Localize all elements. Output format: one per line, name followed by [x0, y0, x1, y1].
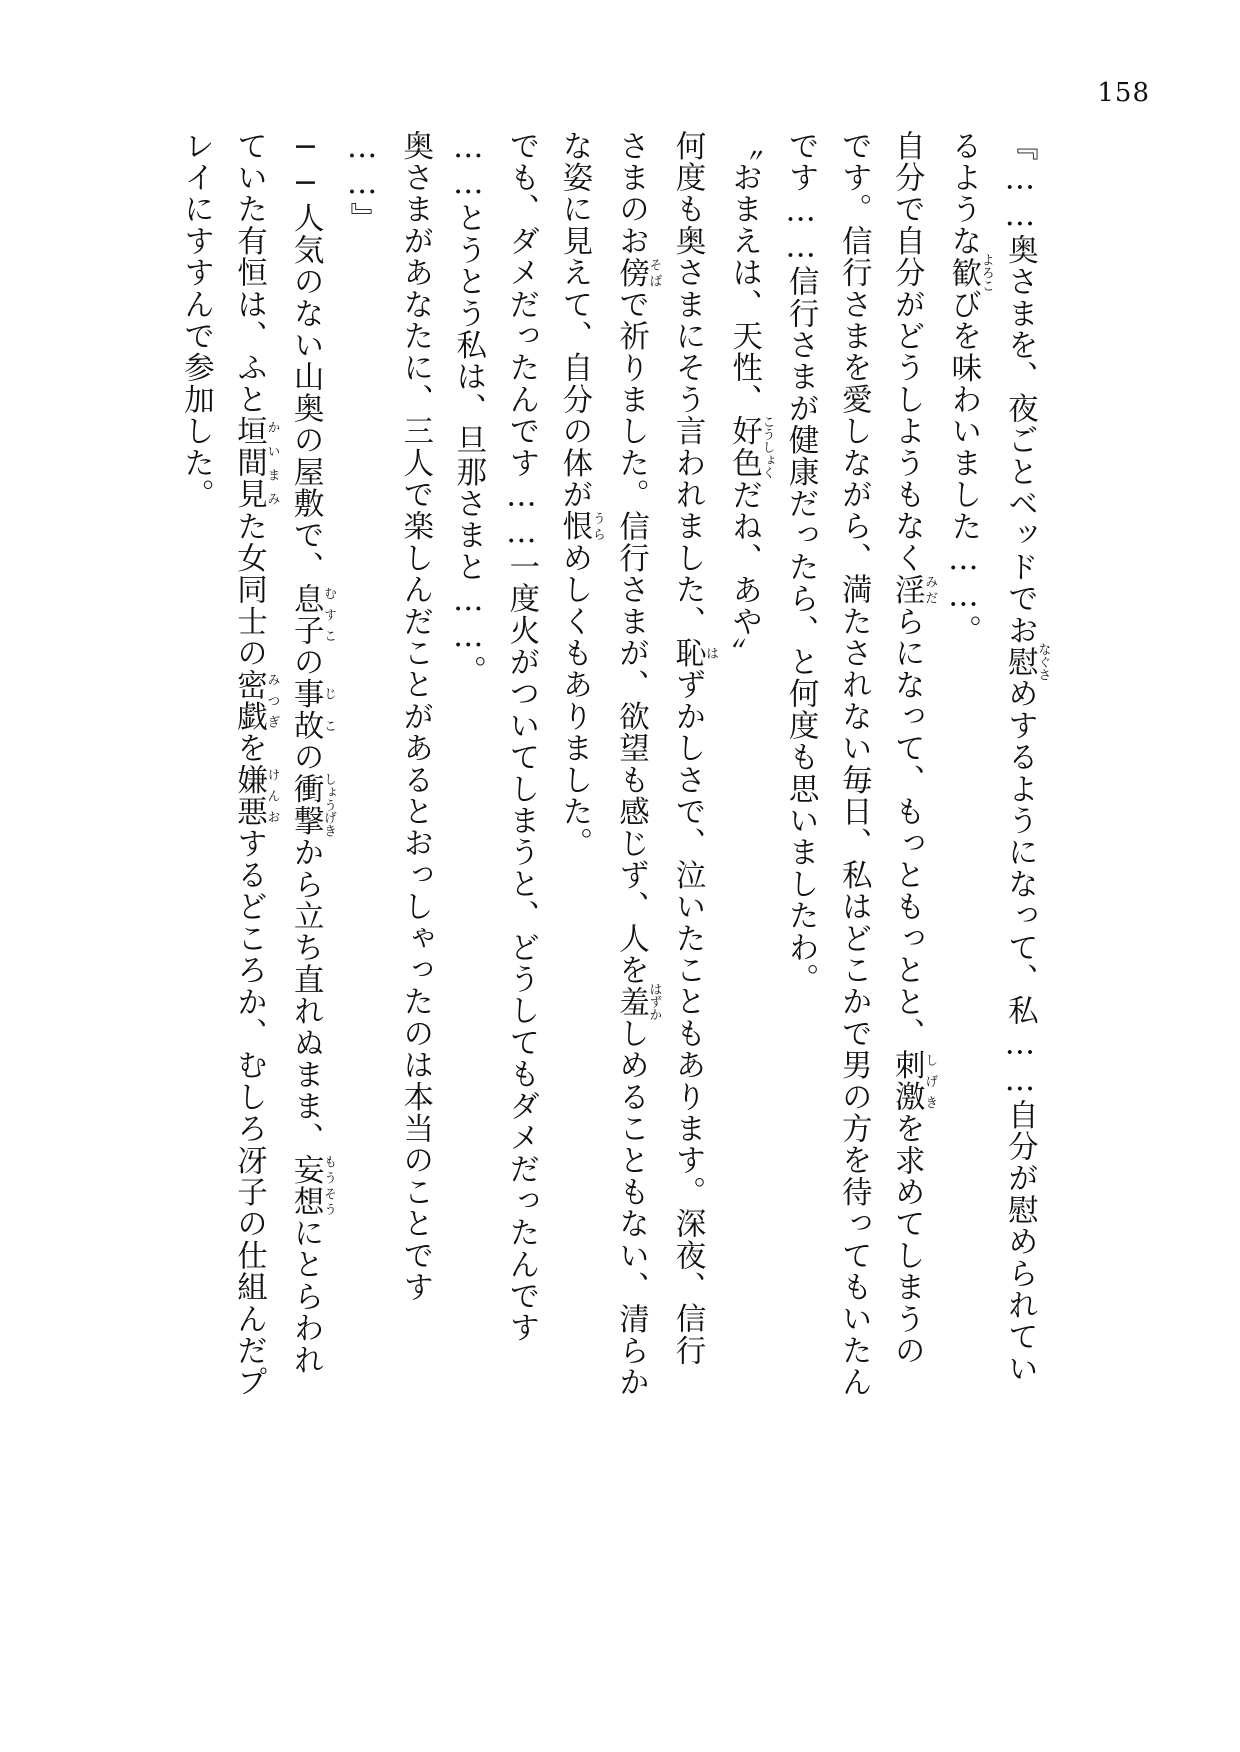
text-line: レイにすすんで参加した。: [178, 130, 214, 511]
text-line: 奥さまがあなたに、三人で楽しんだことがあるとおっしゃったのは本当のことです: [397, 130, 433, 1303]
text-line: ──人気のない山奥の屋敷で、息子むすこの事故じこの衝撃しょうげきから立ち直れぬまま、妄想もうそうにとらわれ: [288, 130, 337, 1376]
text-line: るような歓よろこびを味わいました……。: [945, 130, 994, 647]
text-line: 自分で自分がどうしようもなく淫みだらになって、もっともっとと、刺激しげきを求めてしまうの: [889, 130, 938, 1367]
text-line: です……信行さまが健康だったら、と何度も思いましたわ。: [783, 130, 819, 995]
page-body-text: [90, 130, 1156, 1632]
text-line: 〝おまえは、天性、好色こうしょくだね、あや〟: [726, 130, 775, 670]
text-line: さまのお傍そばで祈りました。信行さまが、欲望も感じず、人を羞はずかしめることもない、清らか: [613, 130, 662, 1399]
text-line: 何度も奥さまにそう言われました、恥はずかしさで、泣いたこともあります。深夜、信行: [670, 130, 718, 1367]
text-line: でも、ダメだったんです……一度火がついてしまうと、どうしてもダメだったんです: [503, 130, 539, 1344]
text-line: です。信行さまを愛しながら、満たされない毎日、私はどこかで男の方を待ってもいたん: [836, 130, 872, 1398]
page-number: 158: [1097, 78, 1150, 108]
text-line: な姿に見えて、自分の体が恨うらめしくもありました。: [556, 130, 605, 860]
text-line: ……とうとう私は、旦那さまと……。: [450, 130, 486, 687]
text-line: ていた有恒は、ふと垣間見かいまみた女同士の密戯みつぎを嫌悪けんおするどころか、むしろ冴子の仕組んだプ: [231, 130, 280, 1399]
text-line: ……』: [344, 130, 380, 235]
text-line: 『……奥さまを、夜ごとベッドでお慰なぐさめするようになって、私……自分が慰められてい: [1002, 130, 1051, 1385]
